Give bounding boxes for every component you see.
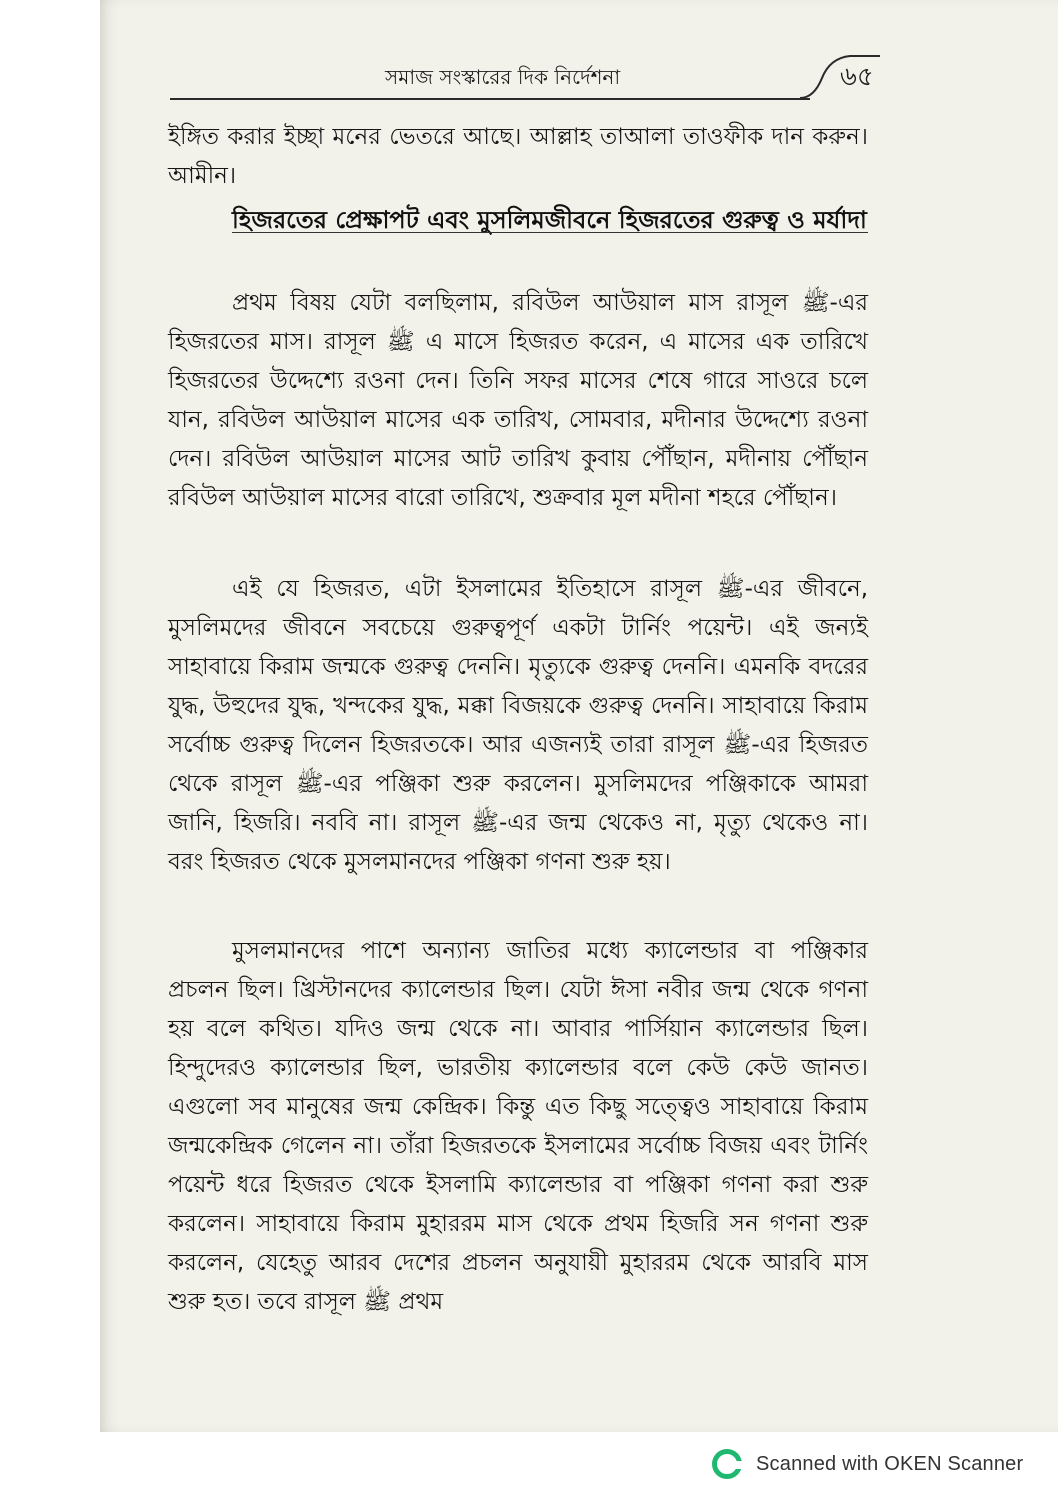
scanner-watermark — [712, 1448, 1023, 1480]
header-rule — [170, 98, 810, 100]
scan-margin — [0, 0, 100, 1497]
heading-underline — [232, 232, 868, 233]
scanner-label: Scanned with OKEN Scanner — [756, 1452, 1024, 1475]
paragraph-hijrat-importance: এই যে হিজরত, এটা ইসলামের ইতিহাসে রাসূল ﷺ-এর জীবনে, মুসলিমদের জীবনে সবচেয়ে গুরুত্বপূর্ণ একটা টার্নিং পয়েন্ট। এই জন্যই সাহাবায়ে কিরাম জন্মকে গুরুত্ব দেননি। মৃত্যুকে গুরুত্ব দেননি। এমনকি বদরের যুদ্ধ, উহুদের যুদ্ধ, খন্দকের যুদ্ধ, মক্কা বিজয়কে গুরুত্ব দেননি। সাহাবায়ে কিরাম সর্বোচ্চ গুরুত্ব দিলেন হিজরতকে। আর এজন্যই তারা রাসূল ﷺ-এর হিজরত থেকে রাসূল ﷺ-এর পঞ্জিকা শুরু করলেন। মুসলিমদের পঞ্জিকাকে আমরা জানি, হিজরি। নববি না। রাসূল ﷺ-এর জন্ম থেকেও না, মৃত্যু থেকেও না। বরং হিজরত থেকে মুসলমানদের পঞ্জিকা গণনা শুরু হয়। — [168, 576, 869, 875]
header-ornament-curve — [800, 44, 880, 104]
intro-text: ইঙ্গিত করার ইচ্ছা মনের ভেতরে আছে। আল্লাহ তাআলা তাওফীক দান করুন। আমীন। — [168, 124, 868, 189]
paragraph-calendars: মুসলমানদের পাশে অন্যান্য জাতির মধ্যে ক্যালেন্ডার বা পঞ্জিকার প্রচলন ছিল। খ্রিস্টানদের ক্যালেন্ডার ছিল। যেটা ঈসা নবীর জন্ম থেকে গণনা হয় বলে কথিত। যদিও জন্ম থেকে না। আবার পার্সিয়ান ক্যালেন্ডার ছিল। হিন্দুদেরও ক্যালেন্ডার ছিল, ভারতীয় ক্যালেন্ডার বলে কেউ কেউ জানত। এগুলো সব মানুষের জন্ম কেন্দ্রিক। কিন্তু এত কিছু সত্ত্বেও সাহাবায়ে কিরাম জন্মকেন্দ্রিক গেলেন না। তাঁরা হিজরতকে ইসলামের সর্বোচ্চ বিজয় এবং টার্নিং পয়েন্ট ধরে হিজরত থেকে ইসলামি ক্যালেন্ডার বা পঞ্জিকা গণনা করা শুরু করলেন। সাহাবায়ে কিরাম মুহাররম মাস থেকে প্রথম হিজরি সন গণনা শুরু করলেন, যেহেতু আরব দেশের প্রচলন অনুযায়ী মুহাররম থেকে আরবি মাস শুরু হত। তবে রাসূল ﷺ প্রথম — [168, 938, 868, 1315]
page-number: ৬৫ — [840, 62, 874, 92]
section-heading: হিজরতের প্রেক্ষাপট এবং মুসলিমজীবনে হিজরতের গুরুত্ব ও মর্যাদা — [232, 206, 867, 234]
running-title: সমাজ সংস্কারের দিক নির্দেশনা — [385, 65, 621, 89]
scanner-logo-icon — [712, 1449, 742, 1479]
paragraph-hijrat-month: প্রথম বিষয় যেটা বলছিলাম, রবিউল আউয়াল মাস রাসূল ﷺ-এর হিজরতের মাস। রাসূল ﷺ এ মাসে হিজরত করেন, এ মাসের এক তারিখে হিজরতের উদ্দেশ্যে রওনা দেন। তিনি সফর মাসের শেষে গারে সাওরে চলে যান, রবিউল আউয়াল মাসের এক তারিখ, সোমবার, মদীনার উদ্দেশ্যে রওনা দেন। রবিউল আউয়াল মাসের আট তারিখ কুবায় পৌঁছান, মদীনায় পৌঁছান রবিউল আউয়াল মাসের বারো তারিখে, শুক্রবার মূল মদীনা শহরে পৌঁছান। — [168, 290, 868, 511]
